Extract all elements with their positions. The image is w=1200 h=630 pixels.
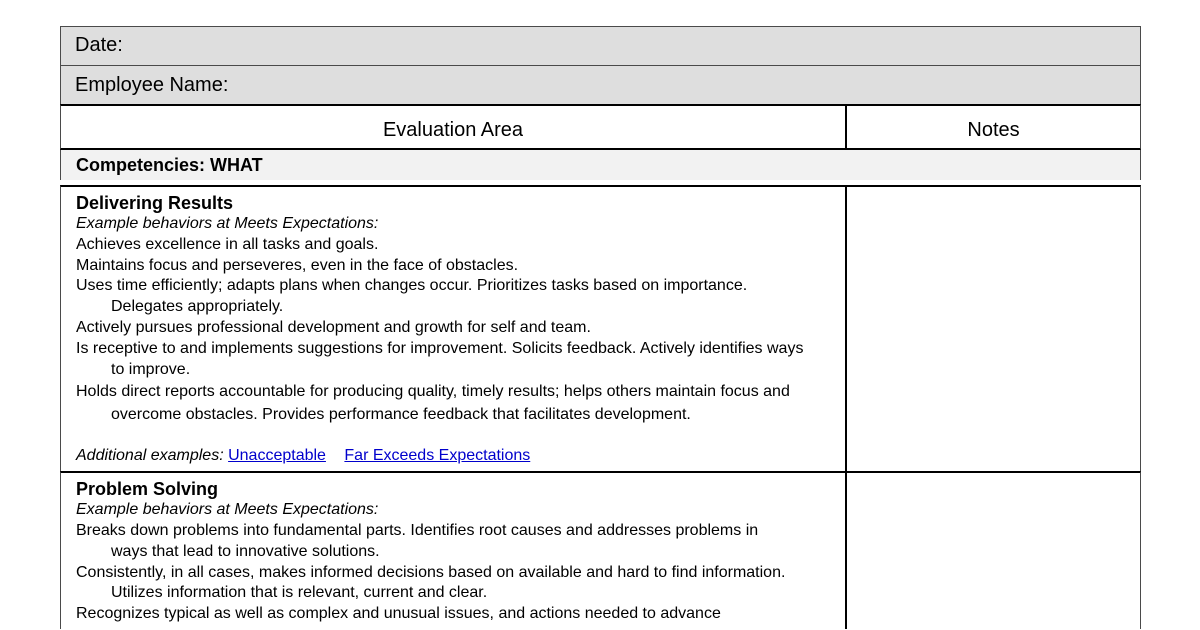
date-label: Date: [75, 34, 123, 56]
competency-row-problem-solving [60, 471, 1141, 629]
employee-name-label: Employee Name: [75, 74, 229, 96]
evaluation-area-header: Evaluation Area [61, 106, 847, 148]
behavior-item: Actively pursues professional development and growth for self and team. [76, 318, 591, 336]
behavior-item: Maintains focus and perseveres, even in the face of obstacles. [76, 256, 519, 274]
table-header [60, 104, 1141, 150]
example-label: Example behaviors at Meets Expectations: [76, 501, 379, 519]
notes-cell[interactable] [847, 187, 1140, 471]
behavior-item: Uses time efficiently; adapts plans when changes occur. Prioritizes tasks based on importance. Delegates appropriately. [76, 277, 748, 316]
notes-cell[interactable] [847, 473, 1140, 629]
competency-row-delivering-results [60, 185, 1141, 471]
behavior-item: Breaks down problems into fundamental parts. Identifies root causes and addresses problems in ways that lead to innovative solutions. [76, 521, 759, 560]
competency-description [61, 187, 847, 471]
additional-examples [76, 446, 837, 467]
behavior-item: Achieves excellence in all tasks and goals. [76, 235, 379, 253]
behavior-item: Holds direct reports accountable for producing quality, timely results; helps others maintain focus and overcome obstacles. Provides performance feedback that facilitates development. [76, 383, 790, 424]
employee-name-row[interactable] [60, 65, 1141, 104]
competency-title: Delivering Results [76, 193, 234, 213]
spacer [76, 426, 837, 446]
behavior-item: Consistently, in all cases, makes informed decisions based on available and hard to find information. Utilizes information that is relevant, current and clear. [76, 563, 786, 602]
notes-header: Notes [967, 119, 1020, 141]
additional-examples-label: Additional examples: [76, 447, 224, 465]
date-row[interactable] [60, 26, 1141, 65]
behavior-item: Is receptive to and implements suggestions for improvement. Solicits feedback. Actively identifies ways to improve. [76, 339, 804, 378]
example-label: Example behaviors at Meets Expectations: [76, 215, 379, 232]
far-exceeds-expectations-link[interactable]: Far Exceeds Expectations [344, 447, 531, 465]
evaluation-form [60, 26, 1141, 629]
competency-description [61, 473, 847, 629]
competency-title: Problem Solving [76, 479, 219, 500]
behavior-item: Recognizes typical as well as complex and unusual issues, and actions needed to advance [76, 605, 721, 623]
section-heading: Competencies: WHAT [60, 150, 1141, 180]
unacceptable-link[interactable]: Unacceptable [228, 447, 326, 465]
